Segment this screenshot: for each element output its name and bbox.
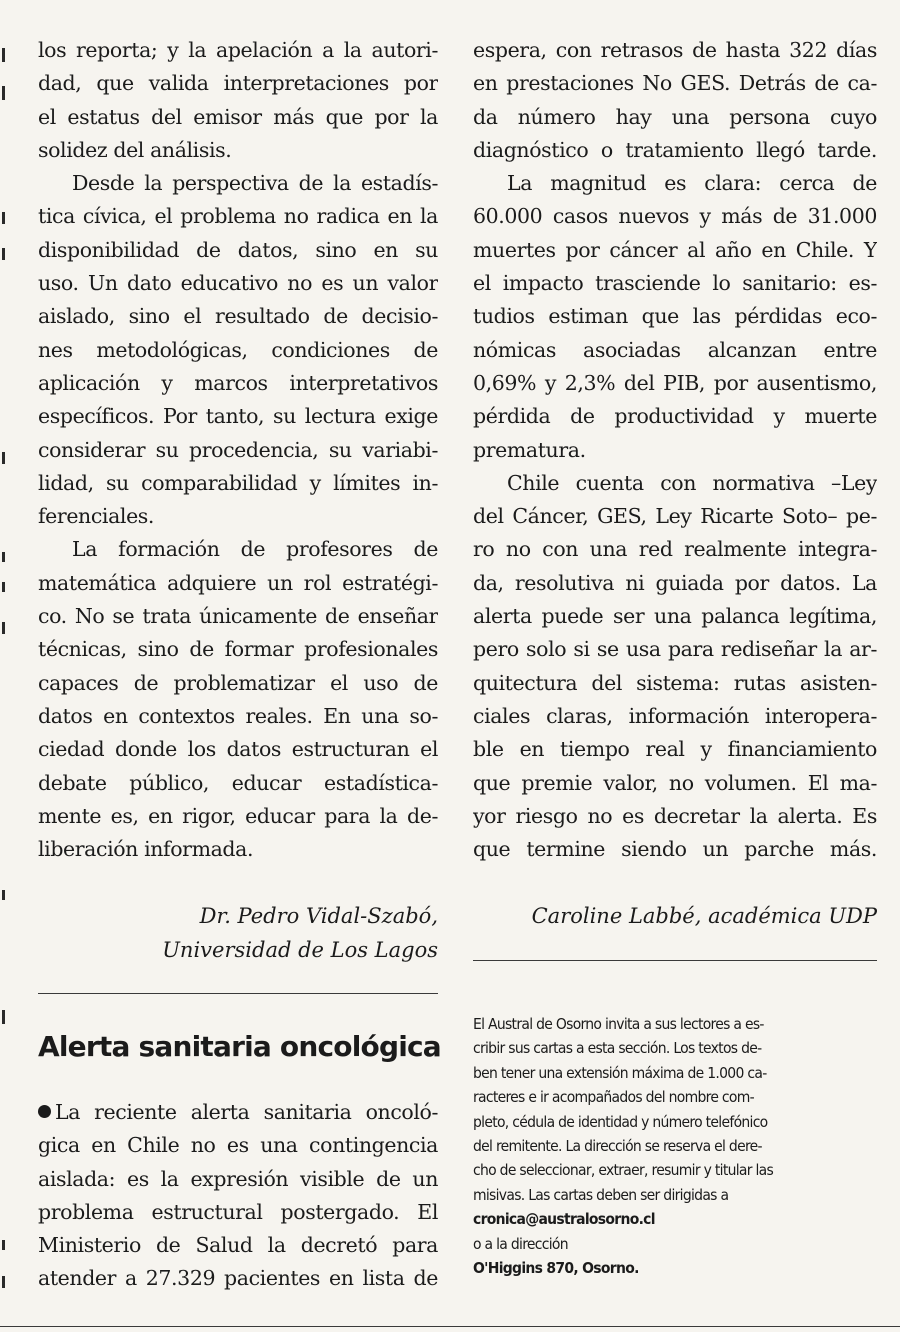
info-line: misivas. Las cartas deben ser dirigidas a [473,1185,729,1204]
text-line [38,1096,438,1129]
divider-bottom [0,1326,900,1327]
text-line: tudios estiman que las pérdidas eco- [473,304,877,329]
divider-left [38,993,438,994]
text-line: problema estructural postergado. El [38,1199,438,1224]
text-line: ciedad donde los datos estructuran el [38,737,438,762]
new-letter-body [38,1096,438,1296]
text-line: debate público, educar estadística- [38,770,438,795]
left-column [38,34,438,866]
text-line-content: La reciente alerta sanitaria oncoló- [55,1100,438,1124]
text-line: Chile cuenta con normativa –Ley [507,470,877,495]
text-line: da, resolutiva ni guiada por datos. La [473,570,877,595]
bullet-icon [38,1105,51,1118]
text-line: liberación informada. [38,837,254,862]
text-line: alerta puede ser una palanca legítima, [473,604,877,629]
info-line: cribir sus cartas a esta sección. Los textos de- [473,1039,762,1058]
text-line: dad, que valida interpretaciones por [38,71,438,96]
text-line: mente es, en rigor, educar para la de- [38,803,438,828]
text-line: espera, con retrasos de hasta 322 días [473,38,877,62]
info-line: racteres e ir acompañados del nombre com- [473,1088,754,1107]
signature-affiliation: Universidad de Los Lagos [162,938,438,962]
text-line: que premie valor, no volumen. El ma- [473,770,877,795]
submission-info [473,1012,877,1280]
text-line: ciales claras, información interopera- [473,703,877,728]
text-line: nómicas asociadas alcanzan entre [473,337,877,362]
text-line: nes metodológicas, condiciones de [38,337,438,362]
signature-name: Dr. Pedro Vidal-Szabó, [199,904,438,928]
text-line: matemática adquiere un rol estratégi- [38,570,438,595]
letter-title: Alerta sanitaria oncológica [38,1030,441,1063]
text-line: yor riesgo no es decretar la alerta. Es [473,803,877,828]
text-line: ferenciales. [38,504,155,529]
text-line: diagnóstico o tratamiento llegó tarde. [473,137,877,162]
text-line: tica cívica, el problema no radica en la [38,204,438,229]
divider-right [473,960,877,961]
text-line: aislado, sino el resultado de decisio- [38,304,438,329]
text-line: co. No se trata únicamente de enseñar [38,604,438,629]
text-line: aplicación y marcos interpretativos [38,370,438,395]
text-line: pérdida de productividad y muerte [473,404,877,429]
text-line: lidad, su comparabilidad y límites in- [38,470,438,495]
text-line: Ministerio de Salud la decretó para [38,1233,438,1258]
text-line: considerar su procedencia, su variabi- [38,437,438,462]
text-line: gica en Chile no es una contingencia [38,1133,438,1158]
info-line: pleto, cédula de identidad y número telefónico [473,1112,768,1131]
text-line: da número hay una persona cuyo [473,104,877,129]
text-line: técnicas, sino de formar profesionales [38,637,438,662]
info-line: El Austral de Osorno invita a sus lectores a es- [473,1015,764,1033]
text-line: atender a 27.329 pacientes en lista de [38,1266,438,1291]
info-line: ben tener una extensión máxima de 1.000 ca- [473,1063,767,1082]
text-line: del Cáncer, GES, Ley Ricarte Soto– pe- [473,504,877,529]
text-line: datos en contextos reales. En una so- [38,703,438,728]
text-line: pero solo si se usa para rediseñar la ar- [473,637,877,662]
text-line: La magnitud es clara: cerca de [507,171,877,196]
text-line: aislada: es la expresión visible de un [38,1166,438,1191]
text-line: quitectura del sistema: rutas asisten- [473,670,877,695]
text-line: La formación de profesores de [72,537,438,562]
right-column [473,34,877,866]
text-line: el estatus del emisor más que por la [38,104,438,129]
info-line: o a la dirección [473,1234,568,1253]
text-line: en prestaciones No GES. Detrás de ca- [473,71,877,96]
text-line: ble en tiempo real y financiamiento [473,737,877,762]
text-line: el impacto trasciende lo sanitario: es- [473,271,877,296]
postal-address: O'Higgins 870, Osorno. [473,1258,639,1277]
text-line: ro no con una red realmente integra- [473,537,877,562]
text-line: 60.000 casos nuevos y más de 31.000 [473,204,877,229]
signature-right: Caroline Labbé, académica UDP [531,904,877,928]
info-line: del remitente. La dirección se reserva el dere- [473,1136,762,1155]
text-line: disponibilidad de datos, sino en su [38,237,438,262]
info-line: cho de seleccionar, extraer, resumir y titular las [473,1161,774,1180]
text-line: capaces de problematizar el uso de [38,670,438,695]
text-line: específicos. Por tanto, su lectura exige [38,404,438,429]
text-line: Desde la perspectiva de la estadís- [72,171,438,196]
text-line: que termine siendo un parche más. [473,837,877,862]
text-line: 0,69% y 2,3% del PIB, por ausentismo, [473,370,877,395]
text-line: prematura. [473,437,586,462]
text-line: muertes por cáncer al año en Chile. Y [473,237,877,262]
text-line: uso. Un dato educativo no es un valor [38,271,438,296]
email-link[interactable]: cronica@australosorno.cl [473,1210,655,1229]
text-line: los reporta; y la apelación a la autori- [38,38,438,62]
text-line: solidez del análisis. [38,137,232,162]
